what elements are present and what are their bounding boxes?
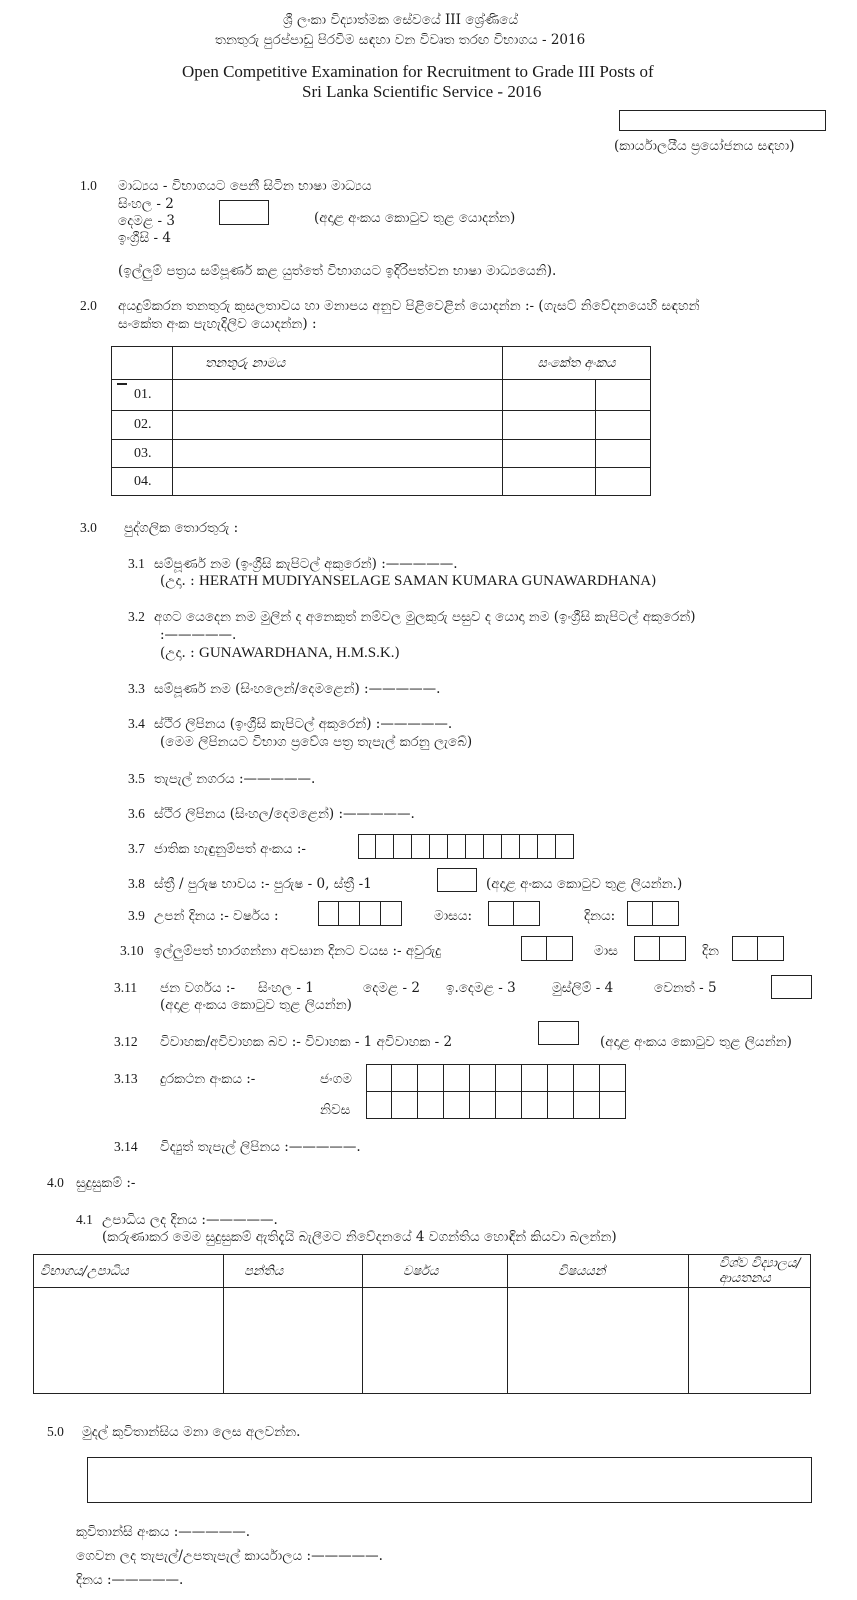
i312-note: (අදාළ අංකය කොටුව තුළ ලියන්න) [600, 1034, 792, 1050]
home-phone-boxes[interactable] [366, 1091, 626, 1119]
age-days-boxes[interactable] [732, 936, 784, 961]
posts-row-code-cell[interactable] [503, 411, 596, 440]
i41-note: (කරුණාකර මෙම සුදුසුකම් ඇතිදැයි බැලීමට නිවේදනයේ 4 වගන්තිය හොඳින් කියවා බලන්න) [102, 1229, 617, 1245]
i312-label: විවාහක/අවිවාහක බව :- විවාහක - 1 අවිවාහක - 2 [160, 1034, 453, 1050]
s1-title: මාධ්‍යය - විභාගයට පෙනී සිටින භාෂා මාධ්‍යය [118, 178, 372, 194]
i37-number: 3.7 [128, 841, 145, 856]
s2-line1: අයදුම්කරන තනතුරු කුසලතාවය හා මනාපය අනුව පිළිවෙළින් යොදන්න :- (ගැසට් නිවේදනයෙහි සඳහන් [118, 298, 700, 314]
i32-label-cont: :—————. [160, 627, 237, 643]
i311-option-2: දෙමළ - 2 [363, 980, 420, 996]
i35-number: 3.5 [128, 771, 145, 786]
i31-number: 3.1 [128, 556, 145, 571]
i312-number: 3.12 [114, 1034, 138, 1049]
s4-number: 4.0 [47, 1175, 64, 1190]
s1-box-note: (අදාළ අංකය කොටුව තුළ යොදන්න) [314, 210, 516, 226]
header-title-si-2: තනතුරු පුරප්පාඩු පිරවීම සඳහා වන විවෘත තරඟ විභාගය - 2016 [215, 32, 586, 48]
i313-mobile-label: ජංගම [320, 1071, 352, 1087]
posts-col-code: සංකේත අංකය [503, 347, 651, 380]
qual-cell[interactable] [224, 1288, 363, 1394]
age-months-boxes[interactable] [634, 936, 686, 961]
nic-boxes[interactable] [358, 834, 574, 859]
i311-option-3: ඉ.දෙමළ - 3 [446, 980, 516, 996]
i311-option-1: සිංහල - 1 [258, 980, 314, 996]
s2-line2: සංකේත අංක පැහැදිලිව යොදන්න) : [118, 316, 317, 332]
s5-number: 5.0 [47, 1424, 64, 1439]
s1-option-tamil: දෙමළ - 3 [118, 213, 175, 229]
qual-cell[interactable] [363, 1288, 508, 1394]
posts-table [111, 346, 651, 496]
i314-number: 3.14 [114, 1139, 138, 1154]
posts-row-code-cell[interactable] [503, 440, 596, 468]
posts-row-name-cell[interactable] [173, 440, 503, 468]
header-title-en-1: Open Competitive Examination for Recruitment to Grade III Posts of [182, 62, 654, 81]
i37-label: ජාතික හැඳුනුම්පත් අංකය :- [154, 841, 306, 857]
header-title-si-1: ශ්‍රී ලංකා විද්‍යාත්මක සේවයේ III ශ්‍රේණියේ [283, 12, 519, 28]
ethnicity-box[interactable] [771, 975, 812, 999]
i310-label: ඉල්ලුම්පත් භාරගන්නා අවසාන දිනට වයස :- අවුරුදු [154, 943, 442, 959]
posts-row-num: 03. [112, 440, 173, 468]
s1-number: 1.0 [80, 178, 97, 193]
birth-day-boxes[interactable] [627, 901, 679, 926]
posts-row-code-cell[interactable] [596, 380, 651, 411]
posts-row-num: 04. [112, 468, 173, 496]
civil-status-box[interactable] [538, 1021, 579, 1045]
payment-date-label: දිනය :—————. [76, 1572, 184, 1588]
i39-number: 3.9 [128, 908, 145, 923]
i31-label: සම්පූර්ණ නම (ඉංග්‍රීසි කැපිටල් අකුරෙන්) :—————. [154, 556, 458, 572]
office-use-box[interactable] [619, 110, 826, 131]
posts-row-name-cell[interactable] [173, 411, 503, 440]
i310-day-label: දින [702, 943, 719, 959]
qual-col-university: විශ්ව විද්‍යාලය/ආයතනය [689, 1255, 811, 1288]
i32-label: අගට යෙදෙන නම මුලින් ද අනෙකුත් නම්වල මුලකුරු පසුව ද යොදා නම (ඉංග්‍රීසි කැපිටල් අකුරෙන්) [154, 609, 696, 625]
s1-medium-box[interactable] [219, 200, 269, 225]
i39-day-label: දිනය: [584, 908, 616, 924]
qual-cell[interactable] [34, 1288, 224, 1394]
s2-number: 2.0 [80, 298, 97, 313]
qual-cell[interactable] [508, 1288, 689, 1394]
i313-label: දුරකථන අංකය :- [160, 1071, 256, 1087]
post-office-label: ගෙවන ලද තැපැල්/උපතැපැල් කාර්යාලය :—————. [76, 1548, 383, 1564]
i38-note: (අදාළ අංකය කොටුව තුළ ලියන්න.) [486, 876, 683, 892]
s1-note: (ඉල්ලුම් පත්‍රය සම්පූර්ණ කළ යුත්තේ විභාගයට ඉදිරිපත්වන භාෂා මාධ්‍යයෙනි). [118, 263, 557, 279]
i314-label: විද්‍යුත් තැපැල් ලිපිනය :—————. [160, 1139, 361, 1155]
age-years-boxes[interactable] [521, 936, 573, 961]
posts-row-num: 02. [112, 411, 173, 440]
s1-option-english: ඉංග්‍රීසි - 4 [118, 230, 171, 246]
i31-example: (උදා. : HERATH MUDIYANSELAGE SAMAN KUMARA GUNAWARDHANA) [160, 573, 657, 589]
i41-number: 4.1 [76, 1212, 93, 1227]
i32-number: 3.2 [128, 609, 145, 624]
qualifications-table [33, 1254, 811, 1394]
posts-row-code-cell[interactable] [503, 380, 596, 411]
i39-label: උපන් දිනය :- වර්ෂය : [154, 908, 279, 924]
gender-box[interactable] [437, 868, 477, 892]
posts-row-code-cell[interactable] [503, 468, 596, 496]
i34-note: (මෙම ලිපිනයට විභාග ප්‍රවේශ පත්‍ර තැපැල් කරනු ලැබේ) [160, 734, 473, 750]
i311-option-4: මුස්ලිම් - 4 [552, 980, 614, 996]
i34-label: ස්ථිර ලිපිනය (ඉංග්‍රීසි කැපිටල් අකුරෙන්) :—————. [154, 716, 453, 732]
i311-note: (අදාළ අංකය කොටුව තුළ ලියන්න) [160, 997, 352, 1013]
s1-option-sinhala: සිංහල - 2 [118, 196, 174, 212]
s3-title: පුද්ගලික තොරතුරු : [124, 520, 239, 536]
posts-row-code-cell[interactable] [596, 440, 651, 468]
i33-label: සම්පූර්ණ නම (සිංහලෙන්/දෙමළෙන්) :—————. [154, 681, 441, 697]
i35-label: තැපැල් නගරය :—————. [154, 771, 316, 787]
i39-month-label: මාසය: [434, 908, 473, 924]
qual-col-year: වර්ෂය [363, 1255, 508, 1288]
posts-col-name: තනතුරු නාමය [173, 347, 503, 380]
posts-row-name-cell[interactable] [173, 380, 503, 411]
i311-option-5: වෙනත් - 5 [654, 980, 717, 996]
i32-example: (උදා. : GUNAWARDHANA, H.M.S.K.) [160, 645, 400, 661]
i36-label: ස්ථිර ලිපිනය (සිංහල/දෙමළෙන්) :—————. [154, 806, 415, 822]
mobile-phone-boxes[interactable] [366, 1064, 626, 1092]
s4-title: සුදුසුකම් :- [76, 1175, 136, 1191]
i36-number: 3.6 [128, 806, 145, 821]
i38-label: ස්ත්‍රී / පුරුෂ භාවය :- පුරුෂ - 0, ස්ත්‍රී -1 [154, 876, 372, 892]
posts-row-code-cell[interactable] [596, 411, 651, 440]
qual-col-subjects: විෂයයන් [508, 1255, 689, 1288]
header-title-en-2: Sri Lanka Scientific Service - 2016 [302, 82, 542, 101]
i310-number: 3.10 [120, 943, 144, 958]
birth-month-boxes[interactable] [488, 901, 540, 926]
i310-month-label: මාස [594, 943, 618, 959]
i41-label: උපාධිය ලද දිනය :—————. [102, 1212, 278, 1228]
s5-title: මුදල් කුවිතාන්සිය මනා ලෙස අලවන්න. [82, 1424, 301, 1440]
posts-row-code-cell[interactable] [596, 468, 651, 496]
i313-home-label: නිවස [320, 1102, 351, 1118]
qual-cell[interactable] [689, 1288, 811, 1394]
qual-col-class: පන්තිය [224, 1255, 363, 1288]
i38-number: 3.8 [128, 876, 145, 891]
office-use-label: (කාර්යාලයීය ප්‍රයෝජනය සඳහා) [614, 138, 795, 154]
table-mark [117, 383, 127, 385]
i34-number: 3.4 [128, 716, 145, 731]
i313-number: 3.13 [114, 1071, 138, 1086]
s3-number: 3.0 [80, 520, 97, 535]
posts-row-name-cell[interactable] [173, 468, 503, 496]
receipt-number-label: කුවිතාන්සි අංකය :—————. [76, 1524, 251, 1540]
i311-label: ජන වර්ගය :- [160, 980, 236, 996]
birth-year-boxes[interactable] [318, 901, 402, 926]
receipt-paste-box[interactable] [87, 1457, 812, 1503]
posts-row-num: 01. [112, 380, 173, 411]
i311-number: 3.11 [114, 980, 138, 995]
i33-number: 3.3 [128, 681, 145, 696]
qual-col-degree: විභාගය/උපාධිය [34, 1255, 224, 1288]
